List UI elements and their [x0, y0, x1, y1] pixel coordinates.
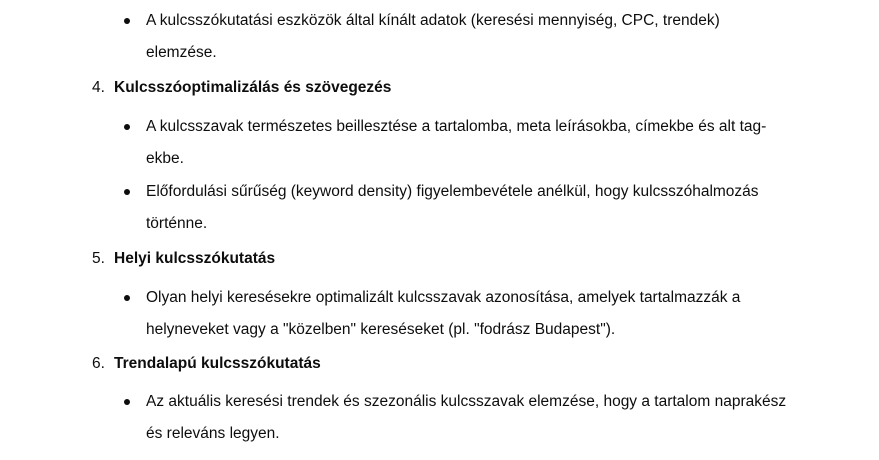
bullet-dot-icon	[124, 295, 130, 301]
bullet-text-line: helyneveket vagy a "közelben" kereséseket (pl. "fodrász Budapest").	[146, 321, 616, 338]
bullet-text-line: történne.	[146, 215, 208, 232]
section-title: Trendalapú kulcsszókutatás	[114, 355, 321, 372]
list-item	[146, 5, 826, 69]
bullet-text-line: Előfordulási sűrűség (keyword density) figyelembevétele anélkül, hogy kulcsszóhalmozás	[146, 183, 759, 200]
section-heading-5	[92, 243, 275, 275]
list-item	[146, 176, 826, 240]
section-number: 4.	[92, 79, 105, 96]
bullet-text-line: és releváns legyen.	[146, 425, 280, 442]
bullet-dot-icon	[124, 124, 130, 130]
bullet-text-line: ekbe.	[146, 150, 184, 167]
section-heading-4	[92, 72, 391, 104]
bullet-text-line: A kulcsszavak természetes beillesztése a tartalomba, meta leírásokba, címekbe és alt tag-	[146, 118, 767, 135]
bullet-text-line: elemzése.	[146, 44, 217, 61]
bullet-dot-icon	[124, 18, 130, 24]
section-number: 5.	[92, 250, 105, 267]
section-number: 6.	[92, 355, 105, 372]
list-item	[146, 386, 826, 450]
bullet-dot-icon	[124, 189, 130, 195]
list-item	[146, 282, 826, 346]
section-heading-6	[92, 348, 321, 380]
section-title: Kulcsszóoptimalizálás és szövegezés	[114, 79, 392, 96]
bullet-text-line: Az aktuális keresési trendek és szezonális kulcsszavak elemzése, hogy a tartalom naprakész	[146, 393, 787, 410]
section-title: Helyi kulcsszókutatás	[114, 250, 276, 267]
bullet-dot-icon	[124, 399, 130, 405]
list-item	[146, 111, 826, 175]
bullet-text-line: Olyan helyi keresésekre optimalizált kulcsszavak azonosítása, amelyek tartalmazzák a	[146, 289, 741, 306]
bullet-text-line: A kulcsszókutatási eszközök által kínált adatok (keresési mennyiség, CPC, trendek)	[146, 12, 720, 29]
